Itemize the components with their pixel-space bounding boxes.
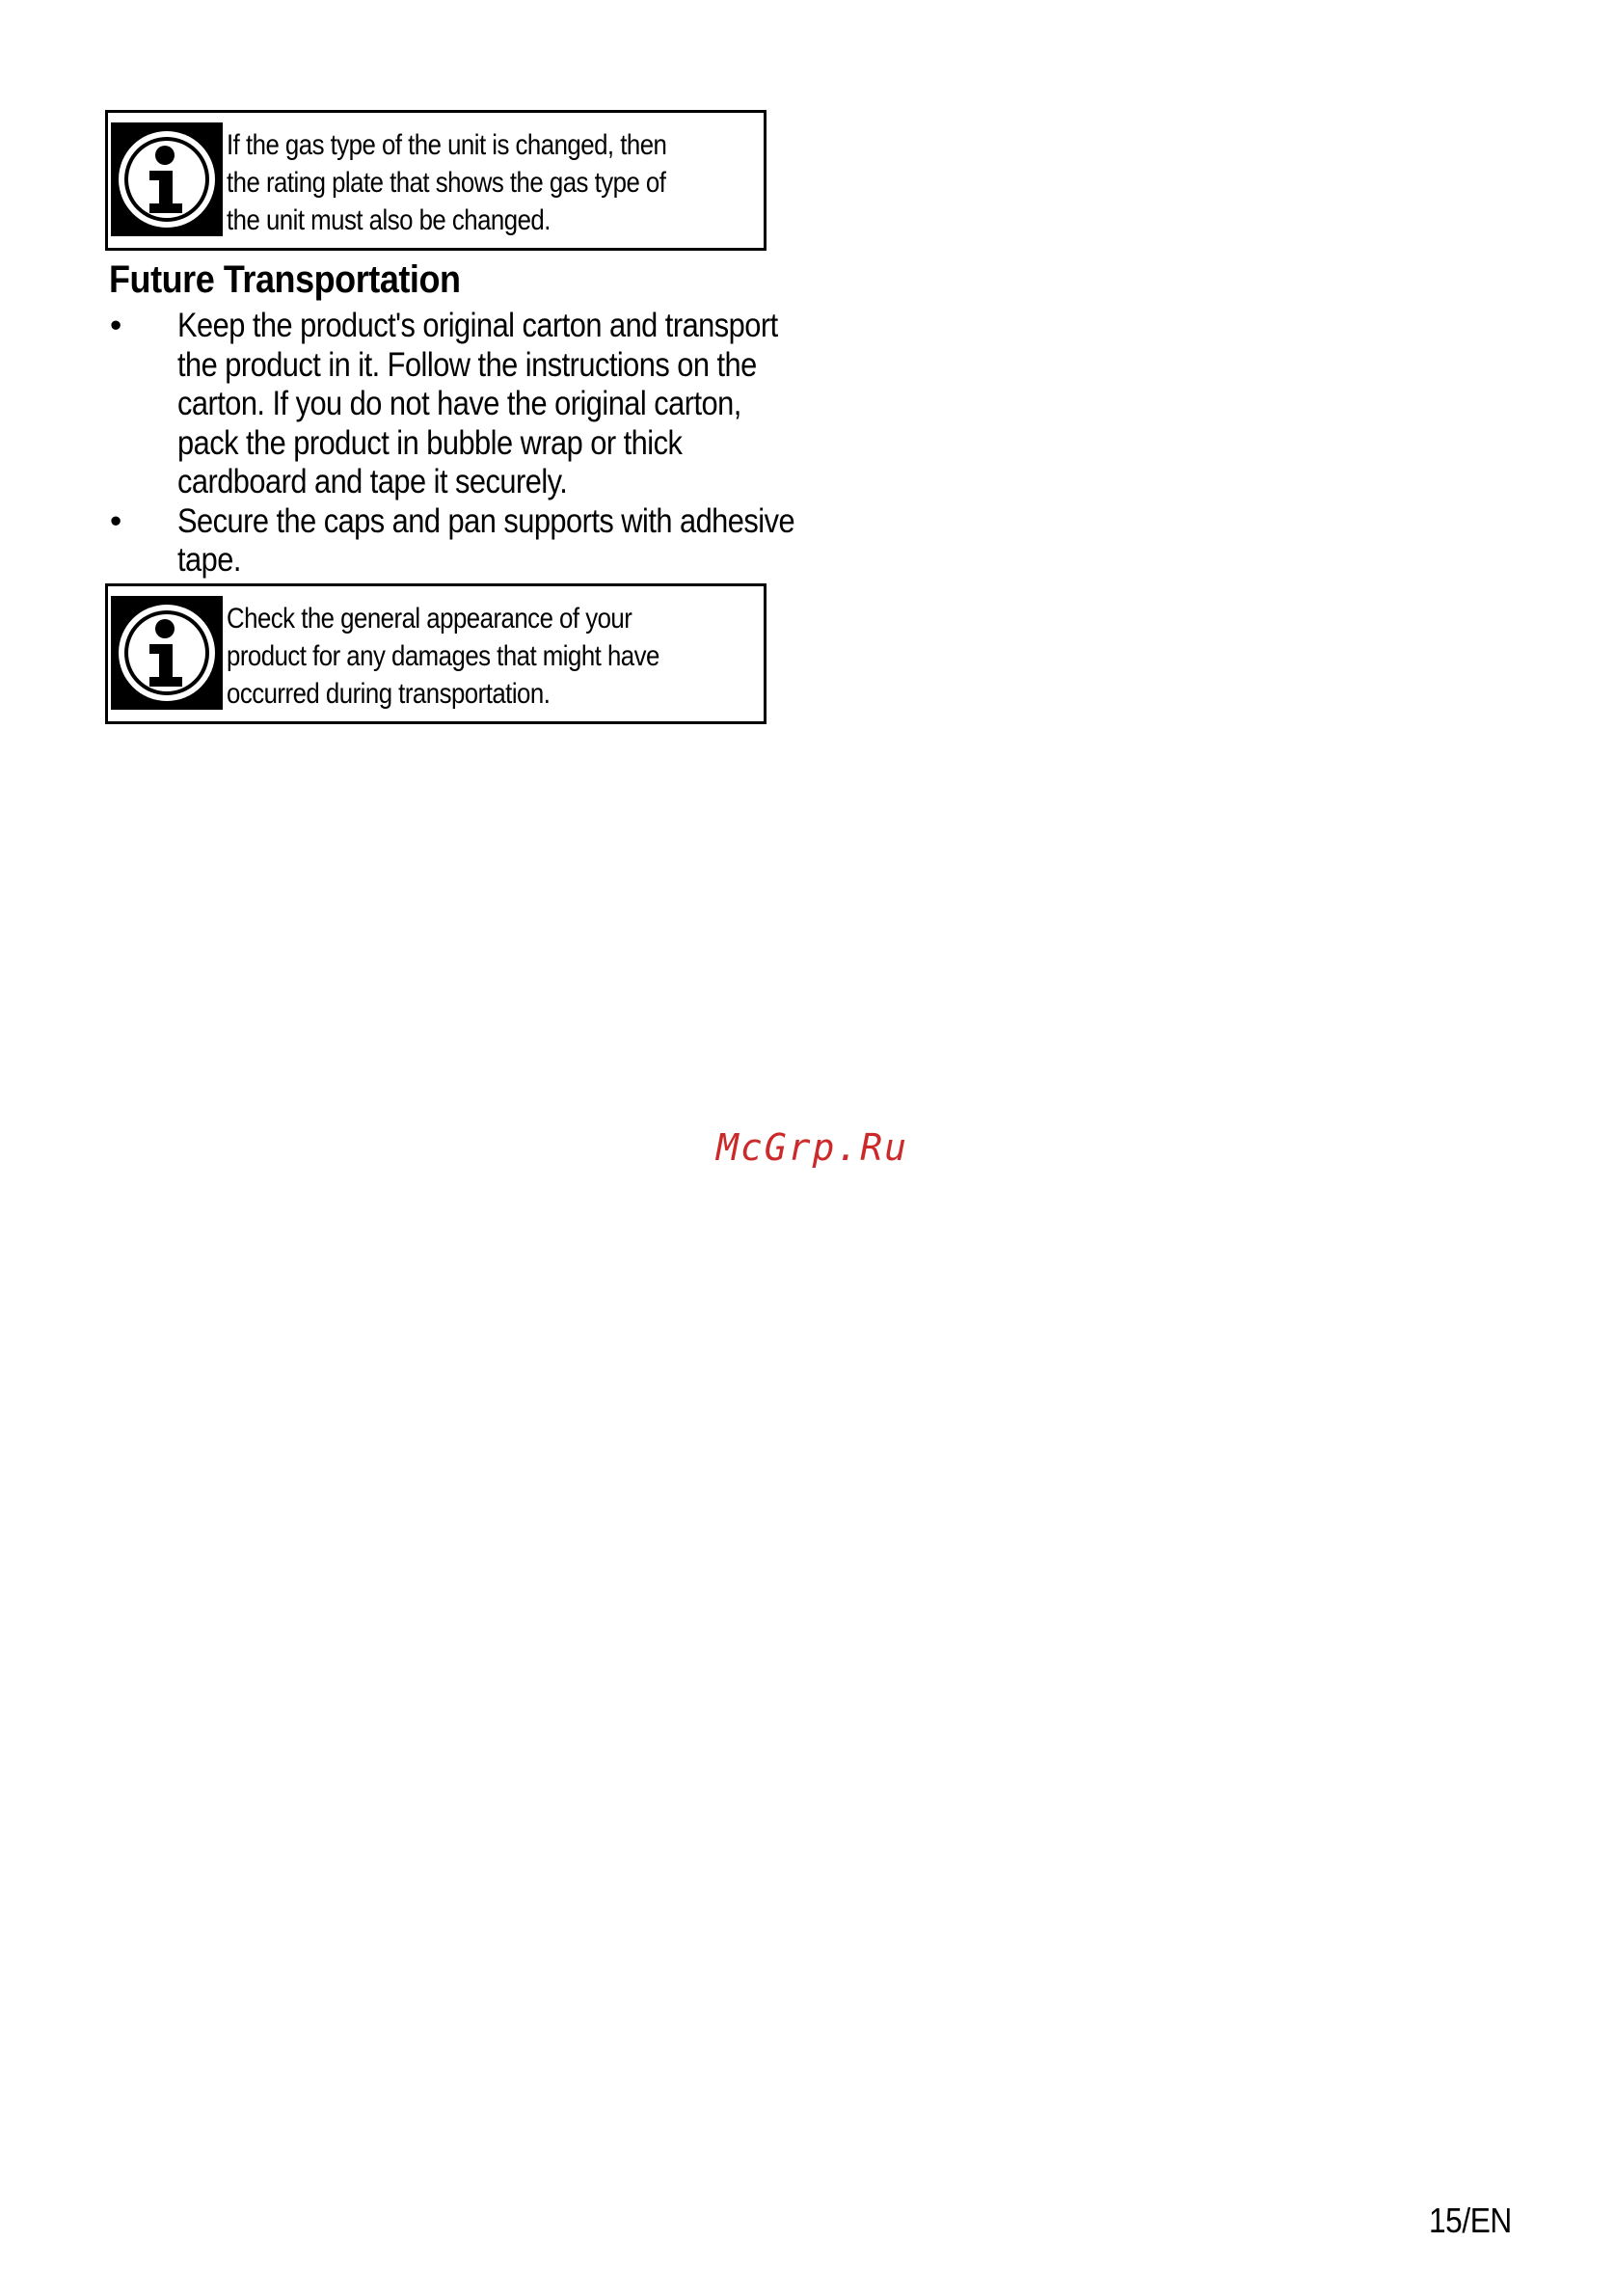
section-title: Future Transportation bbox=[109, 258, 461, 301]
info-note-gas-type bbox=[105, 110, 767, 251]
list-item-text: Secure the caps and pan supports with adhesive tape. bbox=[177, 501, 795, 579]
info-note-damage-check bbox=[105, 583, 767, 724]
bullet-icon: • bbox=[110, 501, 121, 540]
page-number: 15/EN bbox=[1429, 2201, 1512, 2240]
bullet-icon: • bbox=[110, 307, 121, 344]
watermark-text: McGrp.Ru bbox=[716, 1126, 909, 1169]
list-item bbox=[106, 307, 800, 502]
info-icon bbox=[111, 122, 223, 236]
info-note-text: If the gas type of the unit is changed, then the rating plate that shows the gas type of the unit must also be changed. bbox=[227, 129, 667, 236]
info-note-text: Check the general appearance of your product for any damages that might have occurred during transportation. bbox=[227, 603, 659, 710]
list-item bbox=[106, 502, 800, 581]
list-item-text: Keep the product's original carton and transport the product in it. Follow the instructions on the carton. If you do not have the original carton, pack the product in bubble wrap or thick cardboard and tape it securely. bbox=[177, 307, 778, 500]
bullet-list bbox=[106, 307, 800, 581]
info-icon bbox=[111, 596, 223, 710]
